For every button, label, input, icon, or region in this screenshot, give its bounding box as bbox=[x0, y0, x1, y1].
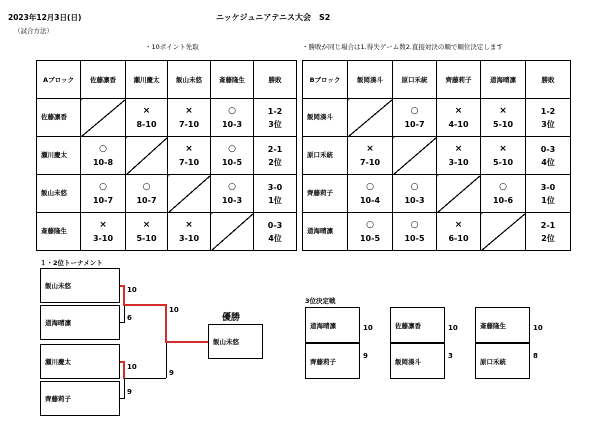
win-mark: ○ bbox=[228, 181, 236, 192]
third-match-2-top-score: 10 bbox=[448, 324, 458, 332]
bracket-line bbox=[123, 285, 125, 306]
match-result-cell bbox=[481, 175, 526, 213]
loss-mark: × bbox=[185, 219, 193, 230]
loss-mark: × bbox=[454, 219, 463, 230]
table-row bbox=[303, 175, 571, 213]
match-score: 10-3 bbox=[404, 195, 425, 205]
match-score: 7-10 bbox=[178, 157, 200, 167]
third-match-3-bottom-score: 8 bbox=[533, 352, 538, 360]
match-result-cell bbox=[168, 213, 211, 251]
third-match-1-top-score: 10 bbox=[363, 324, 373, 332]
third-match-3-bottom bbox=[475, 343, 530, 379]
match-score: 3-10 bbox=[448, 157, 469, 167]
rank: 4位 bbox=[268, 233, 282, 243]
match-result-cell bbox=[393, 175, 437, 213]
champion-name: 飯山未悠 bbox=[213, 338, 239, 346]
match-score: 10-4 bbox=[359, 195, 381, 205]
match-result-cell bbox=[126, 175, 168, 213]
loss-mark: × bbox=[454, 143, 463, 154]
loss-mark: × bbox=[99, 219, 107, 230]
player-name: 原口禾統 bbox=[480, 357, 506, 366]
third-match-2-bottom bbox=[390, 343, 445, 379]
row-player-name: 道海晴凛 bbox=[303, 213, 348, 251]
row-player-name: 齊藤莉子 bbox=[303, 175, 348, 213]
self-match-cell bbox=[81, 99, 126, 137]
match-result-cell bbox=[168, 99, 211, 137]
loss-mark: × bbox=[499, 105, 507, 116]
record-cell bbox=[526, 213, 571, 251]
table-row bbox=[37, 213, 297, 251]
third-match-1-bottom-score: 9 bbox=[363, 352, 368, 360]
match-result-cell bbox=[348, 175, 393, 213]
match-result-cell bbox=[81, 213, 126, 251]
champion-label: 優勝 bbox=[222, 313, 241, 323]
score-r1-bottom-b: 9 bbox=[127, 388, 132, 396]
third-match-1-bottom bbox=[305, 343, 360, 379]
match-result-cell bbox=[211, 99, 254, 137]
match-score: 5-10 bbox=[492, 119, 514, 129]
match-result-cell bbox=[348, 137, 393, 175]
score-r1-top-b: 6 bbox=[127, 314, 132, 322]
match-result-cell bbox=[393, 99, 437, 137]
match-score: 10-6 bbox=[492, 195, 514, 205]
result-column-header: 勝敗 bbox=[526, 61, 571, 99]
match-result-cell bbox=[126, 213, 168, 251]
row-player-name: 佐藤凛香 bbox=[37, 99, 81, 137]
loss-mark: × bbox=[185, 105, 193, 116]
column-player-header: 原口禾統 bbox=[393, 61, 437, 99]
rule-tiebreak: ・勝敗が同じ場合は1.得失ゲーム数2.直接対決の順で順位決定します bbox=[302, 43, 503, 51]
bracket-player-name: 道海晴凛 bbox=[45, 319, 71, 327]
third-match-3-top bbox=[475, 307, 530, 343]
win-mark: ○ bbox=[99, 143, 107, 154]
block-a-table bbox=[36, 60, 297, 251]
match-result-cell bbox=[437, 213, 481, 251]
match-score: 10-7 bbox=[136, 195, 157, 205]
column-player-header: 道海晴凛 bbox=[481, 61, 526, 99]
match-score: 5-10 bbox=[136, 233, 157, 243]
loss-mark: × bbox=[454, 105, 463, 116]
win-loss-record: 1-2 bbox=[540, 106, 556, 116]
tournament-label: １・2位トーナメント bbox=[40, 259, 103, 267]
win-mark: ○ bbox=[410, 181, 419, 192]
row-player-name: 原口禾統 bbox=[303, 137, 348, 175]
third-match-2-top bbox=[390, 307, 445, 343]
rank: 2位 bbox=[268, 157, 282, 167]
match-result-cell bbox=[168, 137, 211, 175]
column-player-header: 飯岡湊斗 bbox=[348, 61, 393, 99]
match-score: 7-10 bbox=[178, 119, 200, 129]
column-player-header: 齊藤莉子 bbox=[437, 61, 481, 99]
win-mark: ○ bbox=[366, 219, 374, 230]
self-match-cell bbox=[437, 175, 481, 213]
table-row bbox=[303, 137, 571, 175]
match-score: 4-10 bbox=[448, 119, 469, 129]
block-b-table bbox=[302, 60, 571, 251]
win-mark: ○ bbox=[410, 219, 419, 230]
rank: 4位 bbox=[541, 157, 555, 167]
bracket-player-name: 飯山未悠 bbox=[45, 282, 71, 290]
table-row bbox=[37, 175, 297, 213]
player-name: 齊藤莉子 bbox=[310, 357, 336, 366]
column-player-header: 飯山未悠 bbox=[168, 61, 211, 99]
self-match-cell bbox=[481, 213, 526, 251]
record-cell bbox=[526, 137, 571, 175]
player-name: 斎藤隆生 bbox=[480, 321, 506, 330]
third-place-label: 3位決定戦 bbox=[305, 297, 336, 305]
win-loss-record: 0-3 bbox=[540, 144, 556, 154]
row-player-name: 瀬川慶太 bbox=[37, 137, 81, 175]
self-match-cell bbox=[168, 175, 211, 213]
bracket-line bbox=[120, 322, 125, 323]
win-loss-record: 2-1 bbox=[267, 144, 283, 154]
match-result-cell bbox=[437, 99, 481, 137]
win-loss-record: 3-0 bbox=[267, 182, 283, 192]
match-result-cell bbox=[211, 175, 254, 213]
match-score: 10-5 bbox=[359, 233, 381, 243]
rank: 2位 bbox=[541, 233, 555, 243]
match-result-cell bbox=[481, 137, 526, 175]
bracket-line bbox=[165, 341, 208, 343]
block-corner-label: Aブロック bbox=[37, 61, 81, 99]
match-score: 10-5 bbox=[221, 157, 243, 167]
match-result-cell bbox=[393, 213, 437, 251]
page-title: ニッケジュニアテニス大会 S2 bbox=[216, 13, 331, 22]
match-score: 7-10 bbox=[359, 157, 381, 167]
bracket-seed-4 bbox=[40, 381, 120, 416]
third-match-2-bottom-score: 3 bbox=[448, 352, 453, 360]
match-result-cell bbox=[126, 99, 168, 137]
rank: 1位 bbox=[541, 195, 555, 205]
self-match-cell bbox=[393, 137, 437, 175]
method-label: （試合方法） bbox=[14, 27, 53, 35]
score-r1-top-a: 10 bbox=[127, 286, 137, 294]
column-player-header: 斎藤隆生 bbox=[211, 61, 254, 99]
column-player-header: 佐藤凛香 bbox=[81, 61, 126, 99]
row-player-name: 斎藤隆生 bbox=[37, 213, 81, 251]
win-loss-record: 0-3 bbox=[267, 220, 283, 230]
table-row bbox=[37, 99, 297, 137]
bracket-line bbox=[124, 378, 166, 379]
match-score: 10-8 bbox=[92, 157, 114, 167]
match-result-cell bbox=[348, 213, 393, 251]
table-row bbox=[303, 99, 571, 137]
record-cell bbox=[254, 213, 297, 251]
match-score: 8-10 bbox=[136, 119, 157, 129]
player-name: 佐藤凛香 bbox=[395, 321, 421, 330]
third-match-3-top-score: 10 bbox=[533, 324, 543, 332]
score-r1-bottom-a: 10 bbox=[127, 363, 137, 371]
win-mark: ○ bbox=[228, 143, 236, 154]
win-mark: ○ bbox=[228, 105, 236, 116]
win-mark: ○ bbox=[142, 181, 151, 192]
loss-mark: × bbox=[142, 219, 151, 230]
bracket-seed-3 bbox=[40, 344, 120, 379]
match-score: 10-7 bbox=[92, 195, 114, 205]
win-mark: ○ bbox=[499, 181, 507, 192]
bracket-player-name: 齊藤莉子 bbox=[45, 395, 71, 403]
win-mark: ○ bbox=[99, 181, 107, 192]
player-name: 道海晴凛 bbox=[310, 321, 336, 330]
match-result-cell bbox=[81, 137, 126, 175]
win-mark: ○ bbox=[366, 181, 374, 192]
bracket-seed-1 bbox=[40, 268, 120, 303]
bracket-player-name: 瀬川慶太 bbox=[45, 358, 71, 366]
champion-box bbox=[208, 324, 263, 359]
record-cell bbox=[526, 99, 571, 137]
record-cell bbox=[254, 99, 297, 137]
self-match-cell bbox=[348, 99, 393, 137]
row-player-name: 飯山未悠 bbox=[37, 175, 81, 213]
record-cell bbox=[254, 137, 297, 175]
rule-points: ・10ポイント先取 bbox=[145, 43, 199, 51]
column-player-header: 瀬川慶太 bbox=[126, 61, 168, 99]
bracket-line bbox=[124, 304, 166, 306]
loss-mark: × bbox=[499, 143, 507, 154]
match-score: 3-10 bbox=[178, 233, 200, 243]
row-player-name: 飯岡湊斗 bbox=[303, 99, 348, 137]
match-score: 10-7 bbox=[404, 119, 425, 129]
match-result-cell bbox=[481, 99, 526, 137]
rank: 3位 bbox=[541, 119, 555, 129]
match-score: 10-5 bbox=[404, 233, 425, 243]
match-result-cell bbox=[211, 137, 254, 175]
self-match-cell bbox=[211, 213, 254, 251]
player-name: 飯岡湊斗 bbox=[395, 357, 421, 366]
bracket-line bbox=[165, 304, 167, 342]
self-match-cell bbox=[126, 137, 168, 175]
loss-mark: × bbox=[366, 143, 374, 154]
win-mark: ○ bbox=[410, 105, 419, 116]
bracket-line bbox=[124, 378, 125, 399]
score-final-bottom: 9 bbox=[169, 369, 174, 377]
bracket-line bbox=[166, 342, 167, 378]
match-score: 10-3 bbox=[221, 119, 243, 129]
match-score: 3-10 bbox=[92, 233, 114, 243]
match-score: 10-3 bbox=[221, 195, 243, 205]
bracket-line bbox=[124, 305, 125, 322]
match-score: 6-10 bbox=[448, 233, 469, 243]
bracket-line bbox=[123, 361, 125, 379]
score-final-top: 10 bbox=[169, 306, 179, 314]
record-cell bbox=[254, 175, 297, 213]
block-corner-label: Bブロック bbox=[303, 61, 348, 99]
rank: 3位 bbox=[268, 119, 282, 129]
loss-mark: × bbox=[142, 105, 151, 116]
table-row bbox=[303, 213, 571, 251]
record-cell bbox=[526, 175, 571, 213]
win-loss-record: 1-2 bbox=[267, 106, 283, 116]
win-loss-record: 2-1 bbox=[540, 220, 556, 230]
event-date: 2023年12月3日(日) bbox=[8, 13, 82, 22]
rank: 1位 bbox=[268, 195, 282, 205]
result-column-header: 勝敗 bbox=[254, 61, 297, 99]
table-row bbox=[37, 137, 297, 175]
third-match-1-top bbox=[305, 307, 360, 343]
win-loss-record: 3-0 bbox=[540, 182, 556, 192]
loss-mark: × bbox=[185, 143, 193, 154]
match-score: 5-10 bbox=[492, 157, 514, 167]
match-result-cell bbox=[81, 175, 126, 213]
match-result-cell bbox=[437, 137, 481, 175]
bracket-seed-2 bbox=[40, 305, 120, 340]
